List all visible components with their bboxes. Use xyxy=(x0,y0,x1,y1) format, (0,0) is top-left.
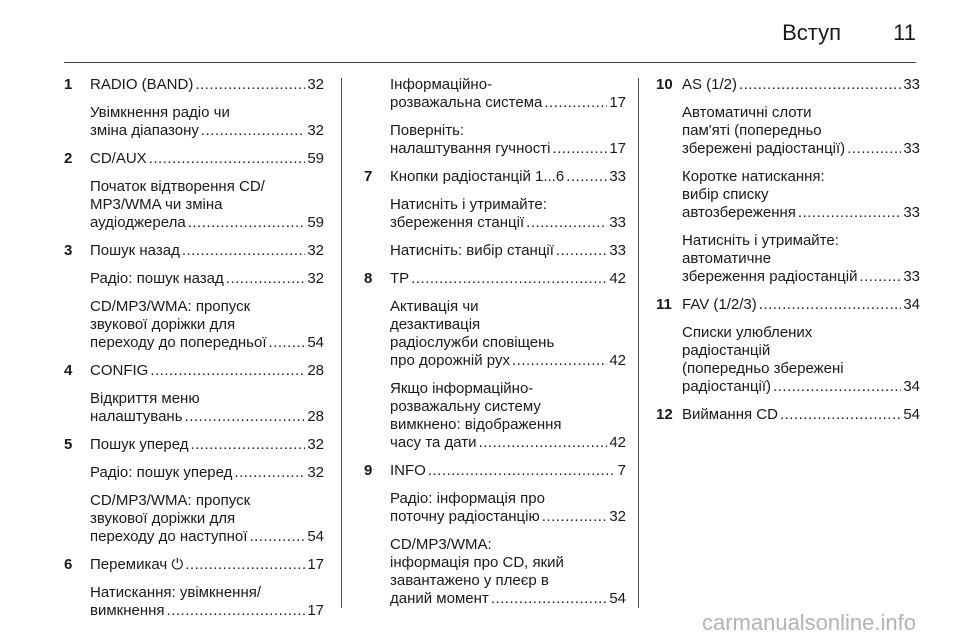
item-label: Пошук назад xyxy=(90,242,180,259)
item-label: аудіоджерела xyxy=(90,214,186,231)
item-label: зміна діапазону xyxy=(90,122,199,139)
dot-leader xyxy=(479,434,608,452)
index-line xyxy=(390,214,626,232)
index-entry xyxy=(656,296,920,396)
dot-leader xyxy=(798,204,901,222)
index-line xyxy=(90,214,324,232)
item-label: CONFIG xyxy=(90,362,149,379)
index-item xyxy=(390,462,626,480)
control-number: 4 xyxy=(64,362,73,379)
item-text-line: CD/MP3/WMA: xyxy=(390,536,492,553)
column-3 xyxy=(656,76,920,434)
item-label: налаштувань xyxy=(90,408,183,425)
index-line xyxy=(90,436,324,454)
page-reference: 59 xyxy=(307,214,324,231)
item-text-line: Якщо інформаційно- xyxy=(390,380,534,397)
index-entry xyxy=(64,362,324,426)
index-entry xyxy=(64,556,324,620)
dot-leader xyxy=(544,94,607,112)
page-reference: 59 xyxy=(307,150,324,167)
item-label: про дорожній рух xyxy=(390,352,510,369)
dot-leader xyxy=(526,214,607,232)
header-divider xyxy=(64,62,916,63)
control-number: 2 xyxy=(64,150,73,167)
item-text-line: MP3/WMA чи зміна xyxy=(90,196,223,213)
column-divider xyxy=(638,78,639,608)
item-label: Виймання CD xyxy=(682,406,778,423)
dot-leader xyxy=(149,150,306,168)
item-label: радіостанції) xyxy=(682,378,772,395)
dot-leader xyxy=(759,296,902,314)
item-text-line: Натисніть і утримайте: xyxy=(390,196,547,213)
page-reference: 32 xyxy=(307,242,324,259)
index-item xyxy=(90,464,324,482)
page-reference: 17 xyxy=(609,140,626,157)
control-number: 8 xyxy=(364,270,373,287)
page-reference: 32 xyxy=(307,464,324,481)
item-label: збережені радіостанції) xyxy=(682,140,846,157)
page-reference: 54 xyxy=(307,334,324,351)
item-text-line: CD/MP3/WMA: пропуск xyxy=(90,298,251,315)
index-line xyxy=(90,528,324,546)
page-reference: 17 xyxy=(307,556,324,573)
item-text-line: Поверніть: xyxy=(390,122,465,139)
index-item xyxy=(682,104,920,158)
index-line xyxy=(390,94,626,112)
page-reference: 28 xyxy=(307,408,324,425)
page-reference: 32 xyxy=(609,508,626,525)
index-item xyxy=(390,122,626,158)
page-number: 11 xyxy=(893,20,916,45)
item-text-line: Радіо: інформація про xyxy=(390,490,545,507)
page-reference: 54 xyxy=(609,590,626,607)
dot-leader xyxy=(150,362,305,380)
index-item xyxy=(90,362,324,380)
item-text-line: Натисніть і утримайте: xyxy=(682,232,839,249)
index-item xyxy=(682,406,920,424)
item-label: CD/AUX xyxy=(90,150,147,167)
dot-leader xyxy=(185,408,306,426)
item-text-line: Натискання: увімкнення/ xyxy=(90,584,262,601)
control-number: 12 xyxy=(656,406,673,423)
index-line xyxy=(90,334,324,352)
index-item xyxy=(682,232,920,286)
index-item xyxy=(90,150,324,168)
index-item xyxy=(390,490,626,526)
item-text-line: вимкнено: відображення xyxy=(390,416,562,433)
item-label: розважальна система xyxy=(390,94,543,111)
dot-leader xyxy=(491,590,608,608)
item-text-line: Активація чи xyxy=(390,298,479,315)
index-item xyxy=(90,178,324,232)
item-label: INFO xyxy=(390,462,426,479)
index-item xyxy=(390,168,626,186)
dot-leader xyxy=(182,242,305,260)
dot-leader xyxy=(542,508,608,526)
index-line xyxy=(390,590,626,608)
dot-leader xyxy=(167,602,306,620)
index-line xyxy=(682,378,920,396)
dot-leader xyxy=(773,378,901,396)
index-item xyxy=(682,76,920,94)
index-item xyxy=(682,296,920,314)
index-item xyxy=(390,76,626,112)
dot-leader xyxy=(859,268,901,286)
control-number: 3 xyxy=(64,242,73,259)
dot-leader xyxy=(739,76,901,94)
page-reference: 32 xyxy=(307,270,324,287)
item-text-line: (попередньо збережені xyxy=(682,360,844,377)
index-item xyxy=(682,168,920,222)
page-reference: 42 xyxy=(609,352,626,369)
control-number: 7 xyxy=(364,168,373,185)
control-number: 10 xyxy=(656,76,673,93)
item-text-line: Автоматичні слоти xyxy=(682,104,812,121)
dot-leader xyxy=(234,464,305,482)
item-text-line: Коротке натискання: xyxy=(682,168,825,185)
item-text-line: Інформаційно- xyxy=(390,76,493,93)
item-text-line: завантажено у плеєр в xyxy=(390,572,549,589)
page-reference: 28 xyxy=(307,362,324,379)
control-number: 11 xyxy=(656,296,672,313)
item-text-line: звукової доріжки для xyxy=(90,510,236,527)
index-line xyxy=(682,140,920,158)
index-entry xyxy=(64,242,324,352)
index-entry xyxy=(364,270,626,452)
item-label: збереження станції xyxy=(390,214,525,231)
index-item xyxy=(390,242,626,260)
item-label: автозбереження xyxy=(682,204,796,221)
item-text-line: розважальну систему xyxy=(390,398,541,415)
page-reference: 33 xyxy=(609,242,626,259)
section-title: Вступ xyxy=(782,20,842,45)
item-text-line: радіослужби сповіщень xyxy=(390,334,555,351)
index-line xyxy=(682,406,920,424)
index-item xyxy=(390,298,626,370)
index-line xyxy=(390,270,626,288)
index-line xyxy=(390,462,626,480)
dot-leader xyxy=(512,352,607,370)
index-line xyxy=(682,268,920,286)
page-reference: 54 xyxy=(307,528,324,545)
dot-leader xyxy=(566,168,607,186)
item-label: переходу до попередньої xyxy=(90,334,267,351)
index-entry xyxy=(364,462,626,608)
page-reference: 32 xyxy=(307,76,324,93)
item-text-line: Списки улюблених xyxy=(682,324,813,341)
index-item xyxy=(90,270,324,288)
page-reference: 32 xyxy=(307,122,324,139)
index-line xyxy=(90,362,324,380)
item-text-line: Початок відтворення CD/ xyxy=(90,178,265,195)
index-entry xyxy=(364,168,626,260)
page-header xyxy=(782,20,916,46)
index-item xyxy=(90,436,324,454)
dot-leader xyxy=(552,140,607,158)
item-label: поточну радіостанцію xyxy=(390,508,540,525)
index-line xyxy=(90,464,324,482)
page-reference: 33 xyxy=(609,214,626,231)
index-item xyxy=(682,324,920,396)
index-line xyxy=(90,150,324,168)
dot-leader xyxy=(780,406,901,424)
item-text-line: автоматичне xyxy=(682,250,772,267)
index-item xyxy=(390,536,626,608)
index-line xyxy=(90,602,324,620)
page-reference: 42 xyxy=(609,434,626,451)
index-line xyxy=(90,270,324,288)
item-text-line: звукової доріжки для xyxy=(90,316,236,333)
index-entry xyxy=(64,436,324,546)
item-text-line: радіостанцій xyxy=(682,342,771,359)
index-entry xyxy=(364,76,626,158)
index-entry xyxy=(64,150,324,232)
item-label: вимкнення xyxy=(90,602,165,619)
page-reference: 17 xyxy=(609,94,626,111)
index-line xyxy=(682,76,920,94)
index-line xyxy=(390,434,626,452)
index-line xyxy=(90,408,324,426)
item-label: AS (1/2) xyxy=(682,76,738,93)
page-reference: 34 xyxy=(903,378,920,395)
item-text-line: Увімкнення радіо чи xyxy=(90,104,230,121)
page-reference: 33 xyxy=(903,268,920,285)
index-line xyxy=(390,168,626,186)
item-label: Перемикач ⏻ xyxy=(90,556,184,573)
item-label: FAV (1/2/3) xyxy=(682,296,757,313)
page-reference: 33 xyxy=(903,76,920,93)
item-label: Пошук уперед xyxy=(90,436,189,453)
index-entry xyxy=(64,76,324,140)
item-label: TP xyxy=(390,270,410,287)
index-item xyxy=(390,270,626,288)
item-label: даний момент xyxy=(390,590,489,607)
control-number: 6 xyxy=(64,556,73,573)
item-label: RADIO (BAND) xyxy=(90,76,194,93)
item-label: Радіо: пошук назад xyxy=(90,270,224,287)
page-reference: 34 xyxy=(903,296,920,313)
page-reference: 54 xyxy=(903,406,920,423)
dot-leader xyxy=(847,140,901,158)
page-reference: 33 xyxy=(903,140,920,157)
index-item xyxy=(390,380,626,452)
index-line xyxy=(90,122,324,140)
page-reference: 33 xyxy=(903,204,920,221)
item-label: часу та дати xyxy=(390,434,477,451)
dot-leader xyxy=(195,76,305,94)
dot-leader xyxy=(201,122,305,140)
index-item xyxy=(90,298,324,352)
dot-leader xyxy=(556,242,607,260)
index-item xyxy=(90,242,324,260)
item-text-line: Відкриття меню xyxy=(90,390,200,407)
item-label: збереження радіостанцій xyxy=(682,268,858,285)
dot-leader xyxy=(226,270,306,288)
item-text-line: інформація про CD, який xyxy=(390,554,564,571)
page-reference: 33 xyxy=(609,168,626,185)
index-line xyxy=(390,242,626,260)
index-item xyxy=(390,196,626,232)
index-line xyxy=(90,556,324,574)
index-item xyxy=(90,492,324,546)
page-reference: 42 xyxy=(609,270,626,287)
index-entry xyxy=(656,406,920,424)
item-label: налаштування гучності xyxy=(390,140,551,157)
index-item xyxy=(90,556,324,574)
column-2 xyxy=(364,76,626,618)
item-label: Радіо: пошук уперед xyxy=(90,464,233,481)
item-text-line: дезактивація xyxy=(390,316,481,333)
index-line xyxy=(390,352,626,370)
dot-leader xyxy=(269,334,306,352)
item-label: Кнопки радіостанцій 1...6 xyxy=(390,168,565,185)
control-number: 5 xyxy=(64,436,73,453)
dot-leader xyxy=(249,528,305,546)
index-line xyxy=(390,508,626,526)
control-number: 1 xyxy=(64,76,73,93)
column-1 xyxy=(64,76,324,630)
column-divider xyxy=(341,78,342,608)
dot-leader xyxy=(190,436,305,454)
dot-leader xyxy=(428,462,616,480)
index-line xyxy=(90,76,324,94)
item-label: Натисніть: вибір станції xyxy=(390,242,554,259)
watermark: carmanualsonline.info xyxy=(701,610,916,635)
index-item xyxy=(90,76,324,94)
control-number: 9 xyxy=(364,462,373,479)
index-item xyxy=(90,390,324,426)
page-reference: 32 xyxy=(307,436,324,453)
item-label: переходу до наступної xyxy=(90,528,248,545)
dot-leader xyxy=(188,214,306,232)
item-text-line: пам'яті (попередньо xyxy=(682,122,822,139)
index-line xyxy=(90,242,324,260)
dot-leader xyxy=(185,556,305,574)
index-line xyxy=(682,296,920,314)
index-item xyxy=(90,584,324,620)
page-reference: 17 xyxy=(307,602,324,619)
index-entry xyxy=(656,76,920,286)
item-text-line: CD/MP3/WMA: пропуск xyxy=(90,492,251,509)
index-line xyxy=(390,140,626,158)
page-reference: 7 xyxy=(617,462,626,479)
index-item xyxy=(90,104,324,140)
dot-leader xyxy=(411,270,607,288)
item-text-line: вибір списку xyxy=(682,186,769,203)
index-line xyxy=(682,204,920,222)
